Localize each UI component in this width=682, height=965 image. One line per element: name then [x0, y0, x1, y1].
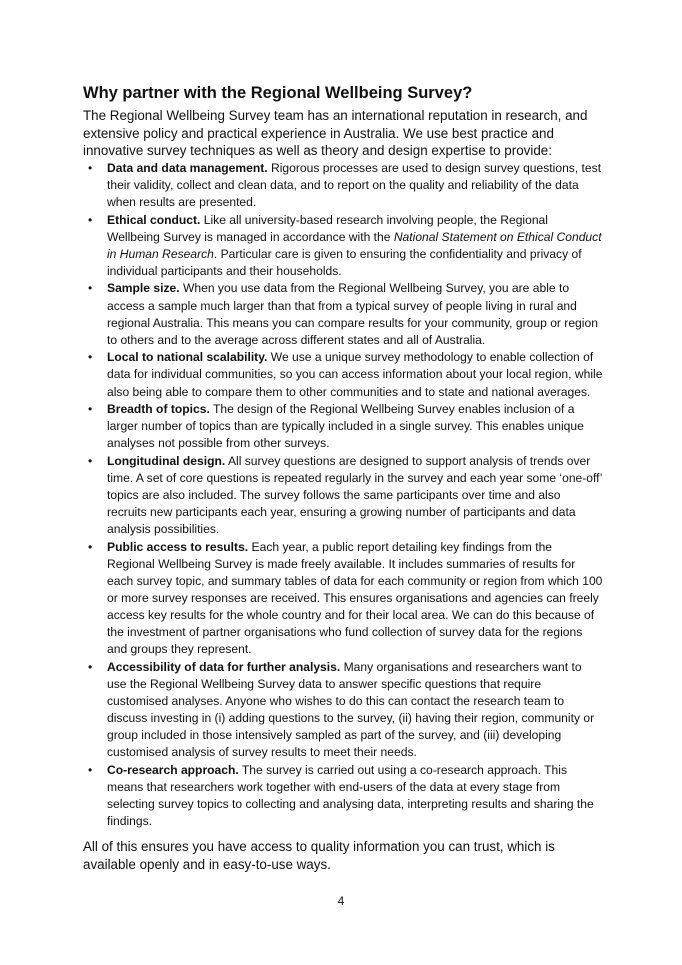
list-item-longitudinal-design — [83, 453, 603, 538]
page-title: Why partner with the Regional Wellbeing Survey? — [83, 84, 473, 102]
item-text: Rigorous processes are used to design survey questions, test their validity, collect and clean data, and to report on the quality and reliability of the data when results are presented. — [107, 160, 602, 209]
item-text: Many organisations and researchers want to use the Regional Wellbeing Survey data to answer specific questions that require customised analyses. Anyone who wishes to do this can contact the research team to discuss investing in (i) adding questions to the survey, (ii) having their region, community or group included in those intensively sampled as part of the survey, and (iii) developing customised analysis of survey results to meet their needs. — [107, 660, 595, 760]
intro-paragraph: The Regional Wellbeing Survey team has an international reputation in research, and extensive policy and practical experience in Australia. We use best practice and innovative survey techniques as well as theory and design expertise to provide: — [83, 108, 588, 159]
list-item-data-management — [83, 160, 603, 211]
list-item-breadth-of-topics — [83, 401, 603, 452]
bullet-icon: • — [88, 453, 93, 468]
item-lead: Local to national scalability. — [107, 350, 268, 365]
list-item-ethical-conduct — [83, 212, 603, 280]
list-item-accessibility — [83, 659, 603, 762]
item-text: When you use data from the Regional Wellbeing Survey, you are able to access a sample much larger than that from a typical survey of people living in rural and regional Australia. This means you can compare results for your community, group or region to others and to the average across different states and all of Australia. — [107, 281, 598, 347]
item-italic-title: National Statement on Ethical Conduct in Human Research — [107, 229, 602, 261]
bullet-icon: • — [88, 212, 93, 227]
item-lead: Ethical conduct. — [107, 212, 201, 227]
item-text-continued: . Particular care is given to ensuring the confidentiality and privacy of individual participants and their households. — [107, 246, 582, 278]
document-page — [83, 82, 603, 874]
item-lead: Data and data management. — [107, 160, 268, 175]
item-lead: Longitudinal design. — [107, 453, 226, 468]
list-item-sample-size — [83, 280, 603, 348]
bullet-icon: • — [88, 660, 93, 674]
benefits-list — [83, 160, 603, 831]
item-lead: Sample size. — [107, 281, 180, 296]
page-number: 4 — [337, 894, 345, 908]
bullet-icon: • — [88, 160, 93, 175]
bullet-icon: • — [88, 281, 93, 296]
list-item-co-research — [83, 762, 603, 830]
item-lead: Accessibility of data for further analysis. — [107, 660, 341, 674]
item-text: The design of the Regional Wellbeing Survey enables inclusion of a larger number of topics than are typically included in a single survey. This enables unique analyses not possible from other surveys. — [107, 402, 584, 451]
item-lead: Breadth of topics. — [107, 402, 210, 417]
item-lead: Public access to results. — [107, 539, 249, 554]
bullet-icon: • — [88, 539, 93, 554]
list-item-scalability — [83, 349, 603, 400]
bullet-icon: • — [88, 763, 93, 778]
closing-paragraph: All of this ensures you have access to quality information you can trust, which is available openly and in easy-to-use ways. — [83, 839, 555, 873]
item-text: The survey is carried out using a co-research approach. This means that researchers work together with end-users of the data at every stage from selecting survey topics to collecting and analysing data, interpreting results and sharing the findings. — [107, 763, 594, 829]
bullet-icon: • — [88, 350, 93, 365]
item-text: Each year, a public report detailing key findings from the Regional Wellbeing Survey is made freely available. It includes summaries of results for each survey topic, and summary tables of data for each community or region from which 100 or more survey responses are received. This ensures organisations and agencies can freely access key results for the whole country and for their local area. We can do this because of the investment of partner organisations who fund collection of survey data for the regions and groups they represent. — [107, 539, 603, 657]
item-text: We use a unique survey methodology to enable collection of data for individual communities, so you can access information about your local region, while also being able to compare them to other communities and to state and national averages. — [107, 350, 603, 399]
list-item-public-access — [83, 539, 603, 659]
item-text: All survey questions are designed to support analysis of trends over time. A set of core questions is repeated regularly in the survey and each year some ‘one-off’ topics are also included. The survey follows the same participants over time and also recruits new participants each year, ensuring a growing number of participants and data analysis possibilities. — [107, 453, 602, 537]
bullet-icon: • — [88, 402, 93, 417]
item-lead: Co-research approach. — [107, 763, 239, 778]
item-text: Like all university-based research involving people, the Regional Wellbeing Survey is managed in accordance with the — [107, 212, 548, 244]
